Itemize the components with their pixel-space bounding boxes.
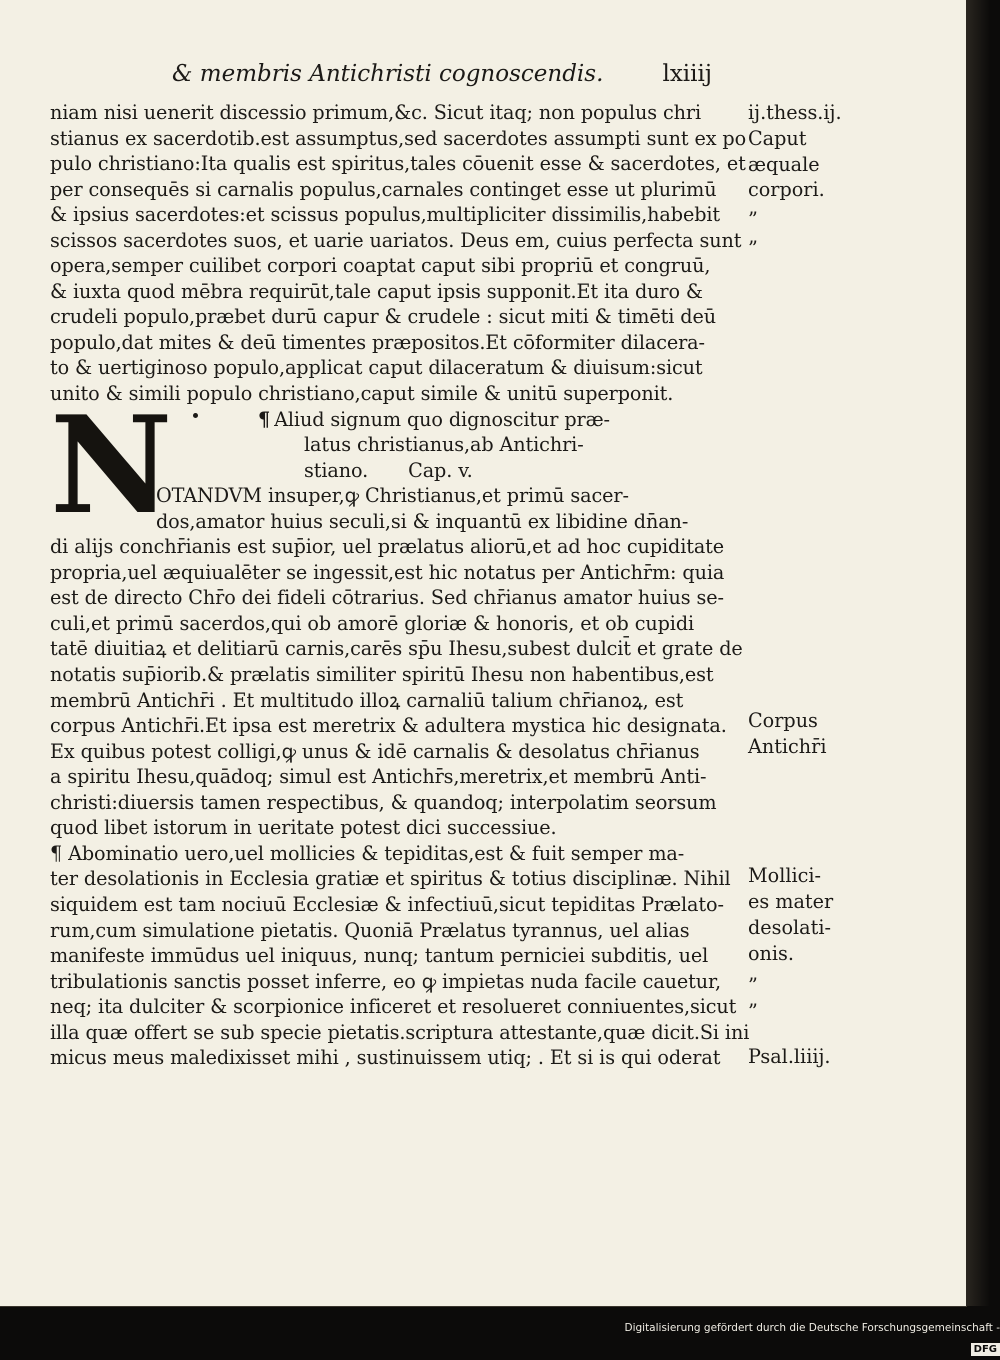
chapter-heading-line-2: latus christianus,ab Antichri-: [304, 433, 584, 457]
text-line: dos,amator huius seculi,si & inquantū ex libidine dn̄an-: [156, 509, 689, 533]
text-line: ¶ Abominatio uero,uel mollicies & tepiditas,est & fuit semper ma-: [50, 841, 685, 865]
chapter-heading-line-1: ¶ Aliud signum quo dignoscitur præ-: [258, 407, 610, 431]
text-line: crudeli populo,præbet durū capur & crudele : sicut miti & timēti deū: [50, 305, 716, 329]
text-line: unito & simili populo christiano,caput simile & unitū superponit.: [50, 382, 674, 406]
text-line: christi:diuersis tamen respectibus, & quandoq; interpolatim seorsum: [50, 790, 717, 814]
text-line: rum,cum simulatione pietatis. Quoniā Prælatus tyrannus, uel alias: [50, 918, 690, 942]
margin-note: Antichr̄i: [748, 735, 827, 758]
text-line: OTANDVM insuper,ꝙ Christianus,et primū sacer-: [156, 484, 629, 508]
text-line: est de directo Chr̄o dei fideli cōtrarius. Sed chr̄ianus amator huius se-: [50, 586, 724, 610]
text-line: tribulationis sanctis posset inferre, eo ꝙ impietas nuda facile cauetur,: [50, 969, 721, 993]
text-line: siquidem est tam nociuū Ecclesiæ & infectiuū,sicut tepiditas Prælato-: [50, 892, 724, 916]
text-line: corpus Antichr̄i.Et ipsa est meretrix & adultera mystica hic designata.: [50, 714, 727, 738]
margin-note: æquale: [748, 153, 820, 176]
page-edge-shadow: [966, 0, 1000, 1306]
text-line: di alijs conchr̄ianis est sup̄ior, uel prælatus aliorū,et ad hoc cupiditate: [50, 535, 725, 559]
text-line: neq; ita dulciter & scorpionice inficeret et resolueret conniuentes,sicut: [50, 995, 737, 1019]
margin-note: Mollici-: [748, 864, 821, 887]
running-header: [172, 55, 712, 93]
margin-note: desolati-: [748, 916, 831, 939]
drop-initial-letter: N: [50, 385, 173, 544]
main-text-block: [50, 100, 750, 1071]
margin-note: ij.thess.ij.: [748, 101, 842, 124]
margin-note: ”: [748, 237, 758, 260]
ornament-dot: [193, 413, 198, 418]
dfg-logo: DFG: [971, 1343, 1000, 1356]
margin-note: Psal.liiij.: [748, 1045, 831, 1068]
chapter-number: Cap. v.: [408, 458, 473, 482]
margin-note: onis.: [748, 942, 794, 965]
text-line: a spiritu Ihesu,quādoq; simul est Antichr̄s,meretrix,et membrū Anti-: [50, 765, 707, 789]
text-line: ter desolationis in Ecclesia gratiæ et spiritus & totius disciplinæ. Nihil: [50, 867, 731, 891]
margin-note: ”: [748, 208, 758, 231]
text-line: manifeste immūdus uel iniquus, nunq; tantum perniciei subditis, uel: [50, 944, 709, 968]
text-line: illa quæ offert se sub specie pietatis.scriptura attestante,quæ dicit.Si ini: [50, 1020, 750, 1044]
folio-number: lxiiij: [662, 61, 712, 87]
text-line: opera,semper cuilibet corpori coaptat caput sibi propriū et congruū,: [50, 254, 711, 278]
text-line: notatis sup̄iorib.& prælatis similiter spiritū Ihesu non habentibus,est: [50, 663, 714, 687]
margin-note: Corpus: [748, 709, 818, 732]
margin-note: ”: [748, 1000, 758, 1023]
text-line: per consequēs si carnalis populus,carnales continget esse ut plurimū: [50, 177, 717, 201]
funding-footer: [600, 1318, 1000, 1355]
text-line: quod libet istorum in ueritate potest dici successiue.: [50, 816, 557, 840]
text-line: Ex quibus potest colligi,ꝙ unus & idē carnalis & desolatus chr̄ianus: [50, 739, 700, 763]
text-line: pulo christiano:Ita qualis est spiritus,tales cōuenit esse & sacerdotes, et: [50, 152, 746, 176]
margin-note: ”: [748, 974, 758, 997]
margin-note: corpori.: [748, 178, 825, 201]
text-line: culi,et primū sacerdos,qui ob amorē gloriæ & honoris, et ob cupidi: [50, 611, 695, 635]
chapter-heading-line-3: stiano. Cap. v.: [304, 458, 473, 482]
text-line: to & uertiginoso populo,applicat caput dilaceratum & diuisum:sicut: [50, 356, 703, 380]
pilcrow-mark: ¶: [258, 407, 271, 431]
text-line: tatē diuitiaꝝ et delitiarū carnis,carēs sp̄u Ihesu,subest dulcit̄ et grate de: [50, 637, 743, 661]
funding-text: Digitalisierung gefördert durch die Deutsche Forschungsgemeinschaft -: [624, 1322, 1000, 1334]
text-line: micus meus maledixisset mihi , sustinuissem utiq; . Et si is qui oderat: [50, 1046, 721, 1070]
margin-note: es mater: [748, 890, 834, 913]
text-line: niam nisi uenerit discessio primum,&c. Sicut itaq; non populus chri: [50, 101, 701, 124]
text-line: scissos sacerdotes suos, et uarie uariatos. Deus em, cuius perfecta sunt: [50, 228, 742, 252]
text-line: & iuxta quod mēbra requirūt,tale caput ipsis supponit.Et ita duro &: [50, 279, 703, 303]
running-title: & membris Antichristi cognoscendis.: [172, 61, 604, 87]
text-line: stianus ex sacerdotib.est assumptus,sed sacerdotes assumpti sunt ex po: [50, 126, 747, 150]
text-line: propria,uel æquiualēter se ingessit,est hic notatus per Antichr̄m: quia: [50, 560, 725, 584]
text-line: membrū Antichr̄i . Et multitudo illoꝝ carnaliū talium chr̄ianoꝝ, est: [50, 688, 684, 712]
text-line: populo,dat mites & deū timentes præpositos.Et cōformiter dilacera-: [50, 330, 705, 354]
margin-note: Caput: [748, 127, 807, 150]
text-line: & ipsius sacerdotes:et scissus populus,multipliciter dissimilis,habebit: [50, 203, 721, 227]
